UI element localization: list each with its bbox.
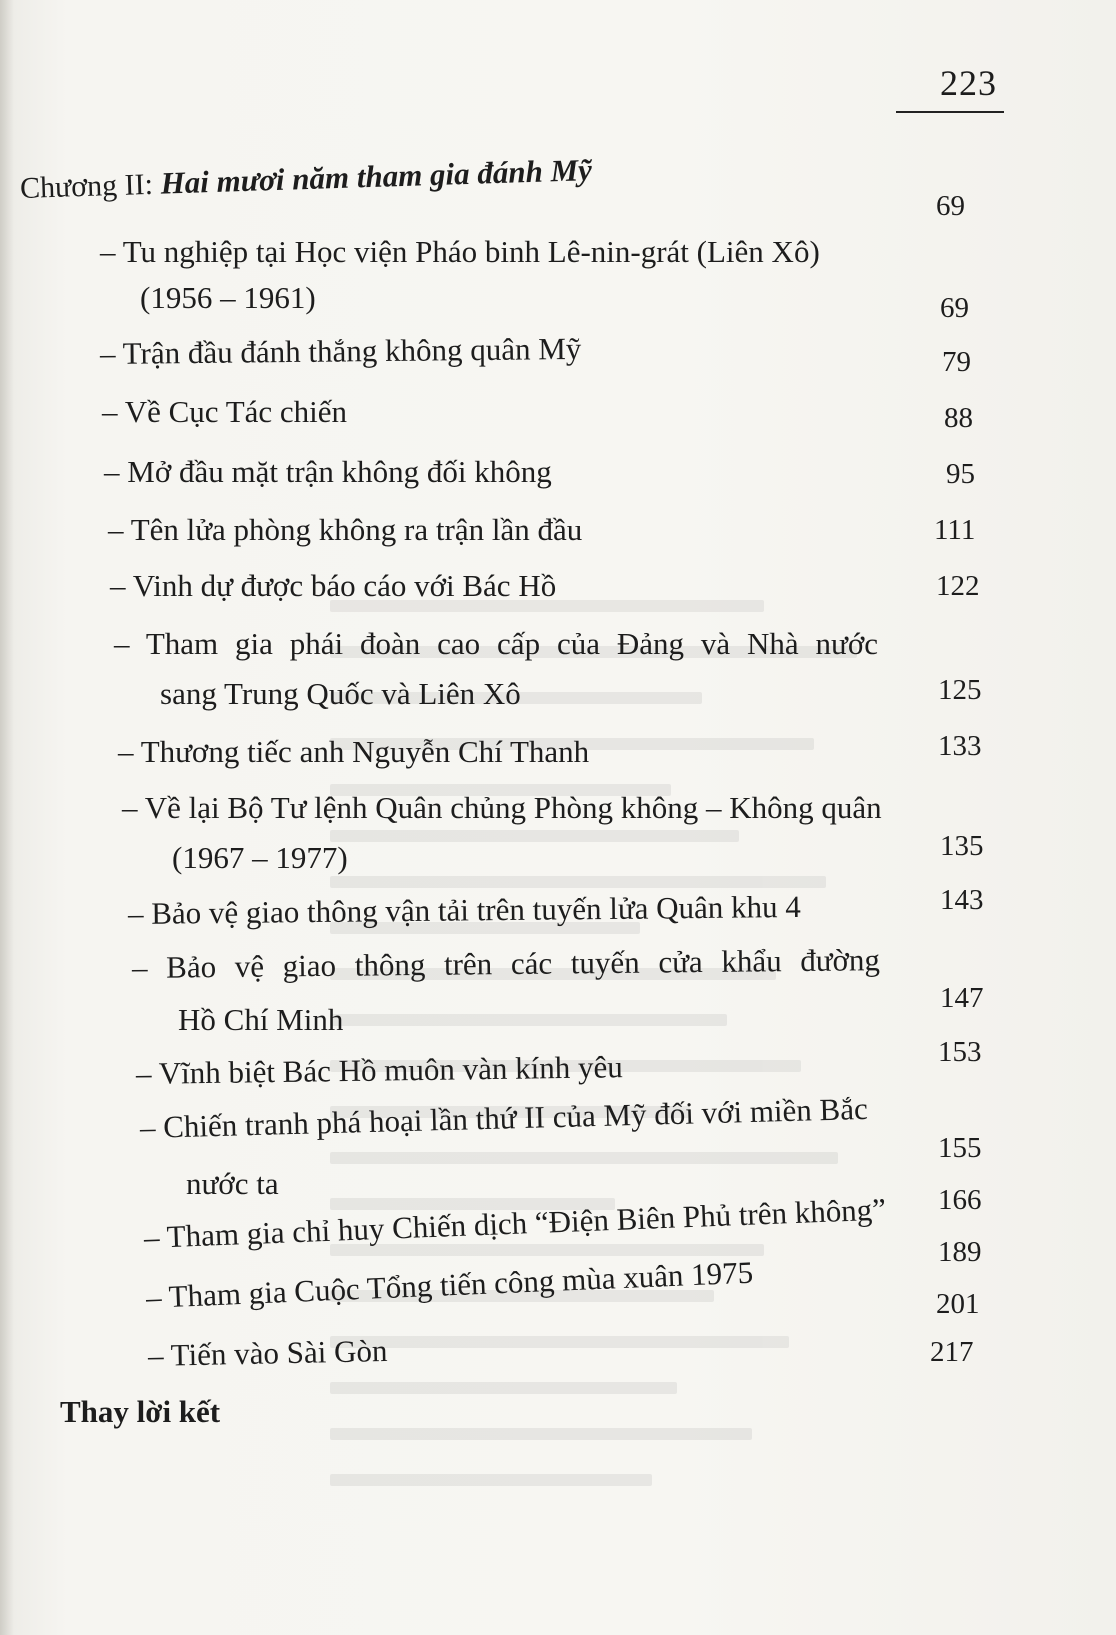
toc-page-number: 95 (946, 458, 975, 490)
toc-entry-text: – Tên lửa phòng không ra trận lần đầu (108, 512, 583, 547)
toc-entry-text: – Bảo vệ giao thông trên các tuyến cửa khẩu đường (131, 942, 881, 985)
toc-entry-text: – Tu nghiệp tại Học viện Pháo binh Lê-nin-grát (Liên Xô) (100, 234, 820, 269)
toc-page-number: 125 (938, 674, 982, 706)
toc-page-number: 69 (936, 190, 965, 222)
toc-entry-text: – Tiến vào Sài Gòn (147, 1332, 388, 1373)
chapter-prefix: Chương II: (19, 167, 154, 205)
chapter-heading (19, 154, 592, 204)
toc-page-number: 79 (942, 346, 971, 378)
toc-page-number: 69 (940, 292, 969, 324)
toc-entry-text: – Mở đầu mặt trận không đối không (104, 454, 552, 489)
toc-entry-text: – Về Cục Tác chiến (102, 394, 348, 429)
toc-entry-text: nước ta (186, 1166, 279, 1201)
toc-entry-text: Hồ Chí Minh (178, 1002, 344, 1037)
toc-entry-text: – Trận đầu đánh thắng không quân Mỹ (99, 330, 582, 371)
toc-entry-text: sang Trung Quốc và Liên Xô (160, 676, 521, 711)
toc-entry-text: – Bảo vệ giao thông vận tải trên tuyến lửa Quân khu 4 (127, 888, 801, 931)
toc-entry-text: – Vinh dự được báo cáo với Bác Hồ (110, 568, 557, 603)
toc-page-number: 155 (938, 1132, 982, 1164)
toc-page-number: 217 (930, 1336, 974, 1368)
toc-page-number: 88 (944, 402, 973, 434)
toc-page-number: 189 (938, 1236, 982, 1268)
conclusion-heading: Thay lời kết (60, 1394, 221, 1429)
toc-page-number: 133 (938, 730, 982, 762)
toc-entry-text: – Thương tiếc anh Nguyễn Chí Thanh (118, 734, 590, 769)
spine-shadow (0, 0, 14, 1635)
page-number: 223 (940, 63, 997, 103)
toc-entry-text: – Tham gia chỉ huy Chiến dịch “Điện Biên Phủ trên không” (143, 1191, 887, 1255)
toc-page-number: 135 (940, 830, 984, 862)
toc-entry-text: – Tham gia phái đoàn cao cấp của Đảng và Nhà nước (114, 626, 878, 661)
toc-page-number: 153 (938, 1036, 982, 1068)
toc-page-number: 143 (940, 884, 984, 916)
toc-page-number: 111 (934, 514, 976, 546)
toc-page-number: 201 (936, 1288, 980, 1320)
toc-page-number: 166 (938, 1184, 982, 1216)
toc-entry-text: – Vĩnh biệt Bác Hồ muôn vàn kính yêu (135, 1049, 623, 1091)
toc-entry-text: (1956 – 1961) (140, 280, 316, 315)
page-number-rule (896, 111, 1004, 113)
chapter-title: Hai mươi năm tham gia đánh Mỹ (160, 152, 593, 201)
toc-page-number: 147 (940, 982, 984, 1014)
toc-entry-text: – Tham gia Cuộc Tổng tiến công mùa xuân 1975 (145, 1254, 754, 1315)
toc-entry-text: – Về lại Bộ Tư lệnh Quân chủng Phòng không – Không quân (122, 790, 882, 825)
toc-page-number: 122 (936, 570, 980, 602)
toc-entry-text: – Chiến tranh phá hoại lần thứ II của Mỹ đối với miền Bắc (139, 1090, 869, 1145)
toc-entry-text: (1967 – 1977) (172, 840, 348, 875)
